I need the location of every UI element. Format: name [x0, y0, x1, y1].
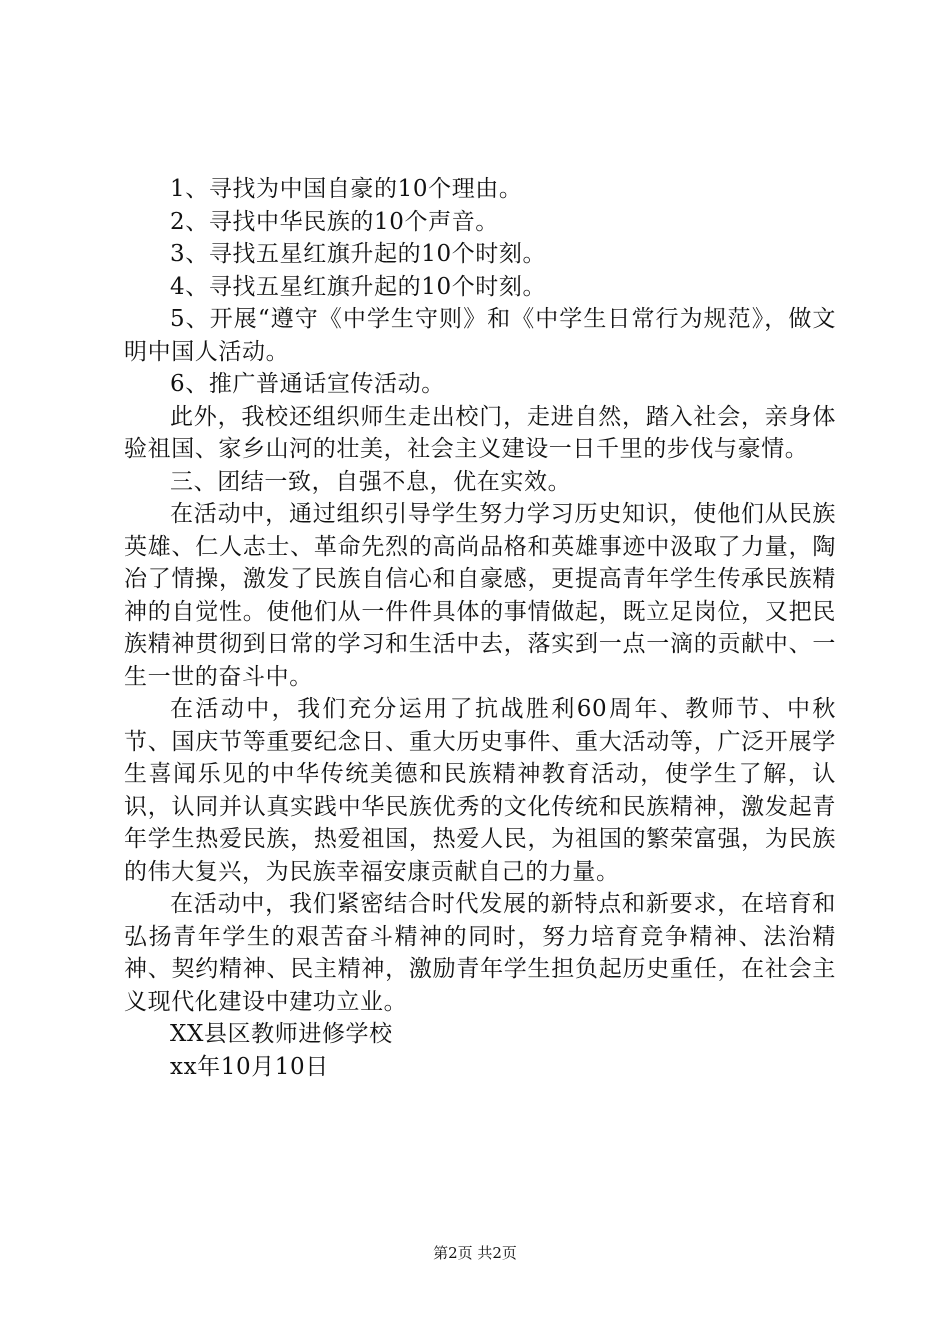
paragraph-outing: 此外，我校还组织师生走出校门，走进自然，踏入社会，亲身体验祖国、家乡山河的壮美，社会主义建设一日千里的步伐与豪情。 — [124, 403, 836, 462]
list-item-2: 2、寻找中华民族的10个声音。 — [170, 208, 499, 235]
list-item-6: 6、推广普通话宣传活动。 — [170, 371, 445, 397]
document-body — [124, 173, 836, 1083]
list-item-5: 5、开展“遵守《中学生守则》和《中学生日常行为规范》，做文明中国人活动。 — [124, 306, 836, 365]
page-number-footer: 第2页 共2页 — [433, 1244, 517, 1262]
list-item-1: 1、寻找为中国自豪的10个理由。 — [170, 176, 523, 202]
signature-date: xx年10月10日 — [170, 1053, 329, 1080]
list-item-3: 3、寻找五星红旗升起的10个时刻。 — [170, 241, 547, 267]
paragraph-spirit: 在活动中，我们紧密结合时代发展的新特点和新要求，在培育和弘扬青年学生的艰苦奋斗精神的同时，努力培育竞争精神、法治精神、契约精神、民主精神，激励青年学生担负起历史重任，在社会主义现代化建设中建功立业。 — [124, 891, 836, 1015]
paragraph-commemoration: 在活动中，我们充分运用了抗战胜利60周年、教师节、中秋节、国庆节等重要纪念日、重大历史事件、重大活动等，广泛开展学生喜闻乐见的中华传统美德和民族精神教育活动，使学生了解，认识，认同并认真实践中华民族优秀的文化传统和民族精神，激发起青年学生热爱民族，热爱祖国，热爱人民，为祖国的繁荣富强，为民族的伟大复兴，为民族幸福安康贡献自己的力量。 — [124, 696, 836, 885]
section-heading-3: 三、团结一致，自强不息，优在实效。 — [170, 468, 572, 495]
signature-organization: XX县区教师进修学校 — [170, 1021, 393, 1047]
list-item-4: 4、寻找五星红旗升起的10个时刻。 — [170, 273, 547, 300]
paragraph-history: 在活动中，通过组织引导学生努力学习历史知识，使他们从民族英雄、仁人志士、革命先烈的高尚品格和英雄事迹中汲取了力量，陶冶了情操，激发了民族自信心和自豪感，更提高青年学生传承民族精神的自觉性。使他们从一件件具体的事情做起，既立足岗位，又把民族精神贯彻到日常的学习和生活中去，落实到一点一滴的贡献中、一生一世的奋斗中。 — [124, 501, 836, 690]
